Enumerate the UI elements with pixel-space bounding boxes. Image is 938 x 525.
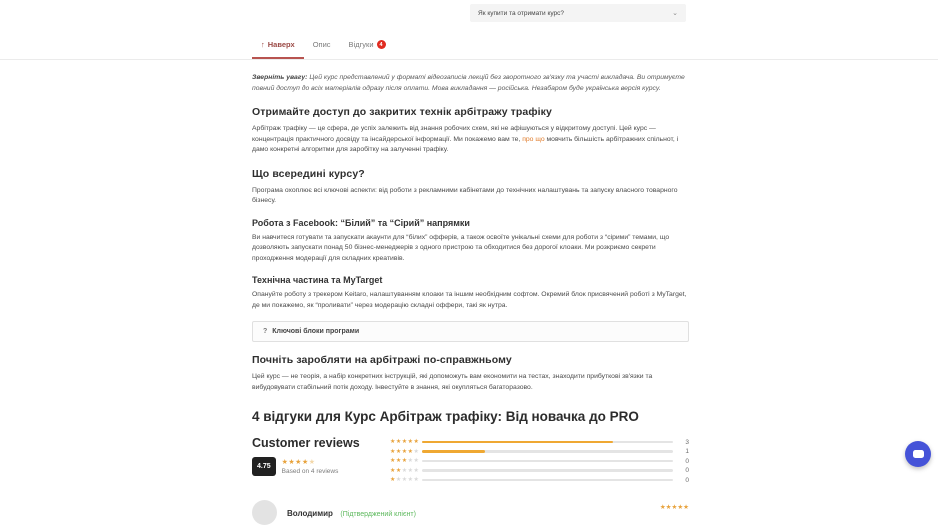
chat-icon (913, 450, 924, 458)
section-body-inside: Програма охоплює всі ключові аспекти: від роботи з рекламними кабінетами до технічних налаштувань та запуску власного товарного бізнесу. (252, 186, 678, 205)
body-text: мовчить більшість арбітражних спільнот, і дамо конкретні алгоритми для заробітку на залученні трафіку. (252, 135, 679, 154)
rating-bar (422, 460, 673, 463)
rating-bar-fill (422, 450, 485, 453)
average-rating-meta (282, 459, 339, 475)
chat-launcher-button[interactable] (905, 441, 931, 467)
accordion-label: Ключові блоки програми (272, 328, 360, 336)
stars-empty: ★ (413, 448, 420, 455)
course-description (252, 60, 689, 525)
stars-filled: ★★★ (390, 458, 408, 465)
body-text: Арбітраж трафіку — це сфера, де успіх залежить від знання робочих схем, які не афішуються у відкритому доступі. Цей курс — концентрація практичного досвіду та інсайдерської інформації. Ми покажемо вам те, (252, 125, 656, 143)
faq-dropdown[interactable] (470, 4, 686, 22)
row-stars (390, 467, 420, 474)
tab-top-label: Наверх (267, 40, 295, 49)
histogram-row-3-star[interactable] (390, 456, 689, 466)
review-stars: ★★★★★ (659, 503, 689, 511)
customer-reviews-heading: Customer reviews (252, 436, 360, 451)
section-heading-earn: Почніть заробляти на арбітражі по-справжньому (252, 354, 512, 367)
section-body-mytarget: Опануйте роботу з трекером Keitaro, налаштуванням клоаки та іншим необхідним софтом. Окремий блок присвячений роботі з MyTarget, де ми покажемо, як “проливати” через модерацію складні оффери, такі як нутра. (252, 291, 687, 309)
row-stars (390, 448, 420, 455)
section-heading-inside: Що всередині курсу? (252, 167, 365, 180)
average-stars (282, 459, 339, 466)
section-heading-mytarget: Технічна частина та MyTarget (252, 275, 383, 286)
row-stars (390, 477, 420, 484)
stars-empty: ★★★★ (395, 477, 420, 484)
reviews-count-badge: 4 (377, 40, 386, 49)
review-author: Володимир (287, 508, 333, 518)
stars-empty: ★★ (407, 458, 420, 465)
reviews-section-title: 4 відгуки для Курс Арбітраж трафіку: Від новачка до PRO (252, 409, 639, 425)
rating-bar (422, 450, 673, 453)
tab-reviews-label: Відгуки (348, 40, 374, 49)
rating-bar (422, 469, 673, 472)
rating-count: 3 (685, 438, 689, 446)
tab-description-label: Опис (312, 40, 331, 49)
section-body-access (252, 124, 689, 156)
rating-bar (422, 441, 673, 444)
histogram-row-4-star[interactable] (390, 447, 689, 457)
rating-count: 1 (685, 448, 689, 456)
reviews-summary-left (252, 436, 390, 476)
review-header (287, 500, 660, 521)
tab-description[interactable] (304, 34, 340, 59)
histogram-row-2-star[interactable] (390, 466, 689, 476)
highlighted-text: про що (522, 135, 545, 143)
based-on-label: Based on 4 reviews (281, 467, 339, 475)
rating-count: 0 (685, 457, 689, 465)
section-heading-access: Отримайте доступ до закритих технік арбітражу трафіку (252, 106, 552, 119)
stars-empty: ★★★ (401, 467, 420, 474)
rating-bar-fill (422, 441, 613, 444)
section-body-facebook: Ви навчитеся готувати та запускати акаунти для “білих” офферів, а також освоїте унікальні схеми для роботи з “сірими” темами, що дозволяють запускати понад 50 бізнес-менеджерів з одного пристрою та обходитися без дорогої клоаки. Ми розкриємо секрети проходження модерації для складних креативів. (252, 233, 670, 262)
stars-filled: ★★★★ (281, 458, 309, 466)
tab-bar (0, 28, 938, 60)
verified-badge: (Підтверджений клієнт) (340, 510, 416, 518)
section-body-earn: Цей курс — не теорія, а набір конкретних інструкцій, які допоможуть вам економити на тестах, знаходити прибуткові зв'язки та вибудовувати стабільний потік доходу. Інвестуйте в знання, які окупляться багаторазово. (252, 373, 653, 391)
row-stars (390, 439, 420, 446)
row-stars (390, 458, 420, 465)
stars-filled: ★ (390, 477, 396, 484)
review-item (252, 500, 689, 525)
program-blocks-accordion[interactable] (252, 321, 689, 342)
rating-bar (422, 479, 673, 482)
question-mark-icon: ? (263, 328, 268, 336)
stars-filled: ★★★★ (390, 448, 414, 455)
rating-count: 0 (685, 467, 689, 475)
tab-top[interactable] (252, 34, 304, 59)
rating-histogram (390, 436, 689, 485)
notice-text: Цей курс представлений у форматі відеозаписів лекцій без зворотного зв'язку та участі викладача. Ви отримуєте повний доступ до всіх матеріалів одразу після оплати. Мова викладання — російська. Незабаром буде українська версія курсу. (252, 74, 685, 92)
chevron-down-icon: ⌄ (672, 10, 678, 17)
section-heading-facebook: Робота з Facebook: “Білий” та “Сірий” напрямки (252, 217, 470, 228)
star-partial: ★ (308, 458, 316, 466)
histogram-row-5-star[interactable] (390, 437, 689, 447)
faq-dropdown-label: Як купити та отримати курс? (478, 9, 565, 17)
top-bar (0, 0, 938, 28)
reviews-summary (252, 436, 689, 485)
stars-filled: ★★★★★ (390, 439, 420, 446)
rating-count: 0 (685, 476, 689, 484)
average-rating-row (252, 457, 390, 476)
tab-reviews[interactable] (340, 34, 395, 59)
stars-filled: ★★ (390, 467, 402, 474)
avatar (252, 500, 277, 525)
average-rating-value: 4.75 (252, 457, 276, 476)
arrow-up-icon: ↑ (261, 40, 265, 49)
format-notice (252, 73, 689, 94)
notice-label: Зверніть увагу: (252, 74, 308, 81)
histogram-row-1-star[interactable] (390, 475, 689, 485)
